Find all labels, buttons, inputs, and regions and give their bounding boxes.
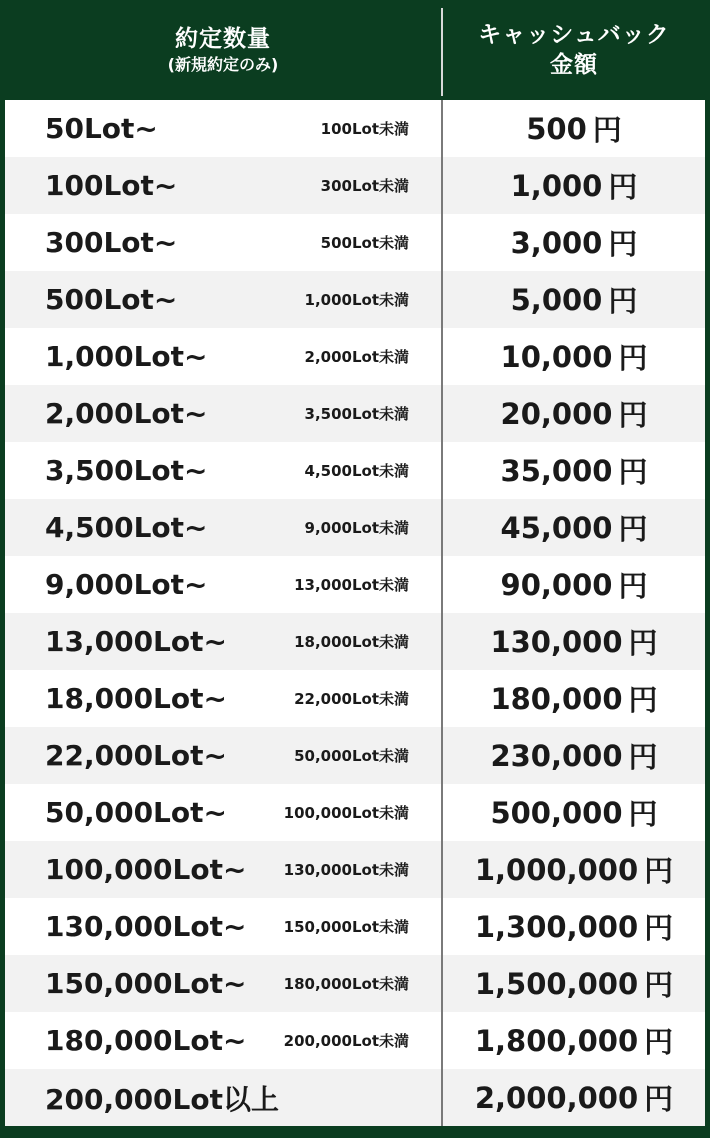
lot-from: 13,000Lot~ — [45, 625, 227, 658]
lot-to: 100Lot未満 — [320, 120, 409, 138]
lot-from: 18,000Lot~ — [45, 682, 227, 715]
table-row — [5, 442, 705, 499]
volume-cell — [5, 670, 441, 727]
lot-from: 2,000Lot~ — [45, 397, 208, 430]
cashback-amount: 1,800,000 — [474, 1023, 639, 1058]
cashback-amount: 130,000 — [490, 624, 623, 659]
header-cashback-title: キャッシュバック — [478, 22, 670, 48]
volume-cell — [5, 328, 441, 385]
currency-unit: 円 — [608, 284, 638, 318]
header-volume-subtitle: (新規約定のみ) — [167, 55, 279, 74]
currency-unit: 円 — [644, 911, 674, 945]
lot-to: 50,000Lot未満 — [294, 747, 409, 765]
cashback-amount: 230,000 — [490, 738, 623, 773]
lot-from: 130,000Lot~ — [45, 910, 247, 943]
currency-unit: 円 — [592, 113, 622, 147]
lot-to: 300Lot未満 — [320, 177, 409, 195]
lot-to: 180,000Lot未満 — [283, 975, 409, 993]
table-row — [5, 613, 705, 670]
cashback-cell — [443, 955, 705, 1012]
lot-to: 22,000Lot未満 — [294, 690, 409, 708]
lot-to: 3,500Lot未満 — [304, 405, 409, 423]
cashback-cell — [443, 214, 705, 271]
lot-to: 130,000Lot未満 — [283, 861, 409, 879]
header-volume-title: 約定数量 — [175, 26, 271, 52]
lot-to: 100,000Lot未満 — [283, 804, 409, 822]
lot-from: 150,000Lot~ — [45, 967, 247, 1000]
cashback-amount: 45,000 — [500, 510, 613, 545]
currency-unit: 円 — [618, 398, 648, 432]
volume-cell — [5, 727, 441, 784]
currency-unit: 円 — [628, 683, 658, 717]
currency-unit: 円 — [644, 968, 674, 1002]
volume-cell — [5, 157, 441, 214]
cashback-cell — [443, 100, 705, 157]
cashback-cell — [443, 271, 705, 328]
table-row — [5, 385, 705, 442]
cashback-cell — [443, 1069, 705, 1126]
lot-to: 13,000Lot未満 — [294, 576, 409, 594]
cashback-amount: 500 — [526, 111, 587, 146]
cashback-amount: 20,000 — [500, 396, 613, 431]
table-row — [5, 784, 705, 841]
cashback-cell — [443, 157, 705, 214]
table-row — [5, 328, 705, 385]
volume-cell — [5, 556, 441, 613]
header-volume-column — [5, 0, 441, 100]
lot-from: 300Lot~ — [45, 226, 178, 259]
cashback-cell — [443, 499, 705, 556]
lot-to: 150,000Lot未満 — [283, 918, 409, 936]
table-row — [5, 499, 705, 556]
volume-cell — [5, 1012, 441, 1069]
cashback-cell — [443, 328, 705, 385]
lot-to: 500Lot未満 — [320, 234, 409, 252]
lot-from: 50Lot~ — [45, 112, 158, 145]
currency-unit: 円 — [644, 1082, 674, 1116]
table-row — [5, 955, 705, 1012]
cashback-cell — [443, 442, 705, 499]
volume-cell — [5, 499, 441, 556]
volume-cell — [5, 100, 441, 157]
lot-from: 3,500Lot~ — [45, 454, 208, 487]
lot-from: 22,000Lot~ — [45, 739, 227, 772]
lot-to: 200,000Lot未満 — [283, 1032, 409, 1050]
table-row — [5, 100, 705, 157]
cashback-amount: 500,000 — [490, 795, 623, 830]
header-cashback-column — [443, 0, 705, 100]
volume-cell — [5, 271, 441, 328]
table-row — [5, 556, 705, 613]
table-row — [5, 727, 705, 784]
cashback-amount: 5,000 — [510, 282, 603, 317]
cashback-amount: 3,000 — [510, 225, 603, 260]
table-row — [5, 1069, 705, 1126]
table-body — [5, 100, 705, 1126]
currency-unit: 円 — [644, 854, 674, 888]
lot-to: 2,000Lot未満 — [304, 348, 409, 366]
cashback-cell — [443, 556, 705, 613]
header-cashback-title-line2: 金額 — [550, 52, 598, 78]
currency-unit: 円 — [618, 455, 648, 489]
lot-from: 9,000Lot~ — [45, 568, 208, 601]
lot-to: 1,000Lot未満 — [304, 291, 409, 309]
cashback-cell — [443, 898, 705, 955]
cashback-cell — [443, 784, 705, 841]
lot-to: 4,500Lot未満 — [304, 462, 409, 480]
table-row — [5, 670, 705, 727]
lot-from: 1,000Lot~ — [45, 340, 208, 373]
cashback-cell — [443, 613, 705, 670]
table-row — [5, 841, 705, 898]
lot-from: 4,500Lot~ — [45, 511, 208, 544]
cashback-amount: 2,000,000 — [474, 1080, 639, 1115]
lot-to: 9,000Lot未満 — [304, 519, 409, 537]
currency-unit: 円 — [618, 569, 648, 603]
volume-cell — [5, 841, 441, 898]
table-row — [5, 271, 705, 328]
lot-from: 180,000Lot~ — [45, 1024, 247, 1057]
cashback-amount: 1,000 — [510, 168, 603, 203]
cashback-cell — [443, 1012, 705, 1069]
currency-unit: 円 — [628, 740, 658, 774]
volume-cell — [5, 385, 441, 442]
currency-unit: 円 — [628, 797, 658, 831]
lot-to: 18,000Lot未満 — [294, 633, 409, 651]
cashback-cell — [443, 727, 705, 784]
currency-unit: 円 — [608, 227, 638, 261]
cashback-amount: 35,000 — [500, 453, 613, 488]
cashback-amount: 10,000 — [500, 339, 613, 374]
volume-cell — [5, 898, 441, 955]
volume-cell — [5, 214, 441, 271]
currency-unit: 円 — [618, 341, 648, 375]
lot-from: 500Lot~ — [45, 283, 178, 316]
table-row — [5, 1012, 705, 1069]
volume-cell — [5, 955, 441, 1012]
table-row — [5, 214, 705, 271]
table-row — [5, 157, 705, 214]
currency-unit: 円 — [608, 170, 638, 204]
volume-cell — [5, 784, 441, 841]
volume-cell — [5, 442, 441, 499]
lot-from: 50,000Lot~ — [45, 796, 227, 829]
cashback-cell — [443, 385, 705, 442]
volume-cell — [5, 613, 441, 670]
table-header — [5, 0, 705, 100]
lot-from: 100,000Lot~ — [45, 853, 247, 886]
cashback-cell — [443, 670, 705, 727]
cashback-amount: 1,000,000 — [474, 852, 639, 887]
table-row — [5, 898, 705, 955]
cashback-amount: 1,300,000 — [474, 909, 639, 944]
volume-cell — [5, 1069, 441, 1126]
currency-unit: 円 — [628, 626, 658, 660]
cashback-amount: 90,000 — [500, 567, 613, 602]
lot-from: 200,000Lot以上 — [45, 1082, 279, 1116]
cashback-cell — [443, 841, 705, 898]
cashback-amount: 180,000 — [490, 681, 623, 716]
currency-unit: 円 — [644, 1025, 674, 1059]
lot-from: 100Lot~ — [45, 169, 178, 202]
cashback-amount: 1,500,000 — [474, 966, 639, 1001]
currency-unit: 円 — [618, 512, 648, 546]
